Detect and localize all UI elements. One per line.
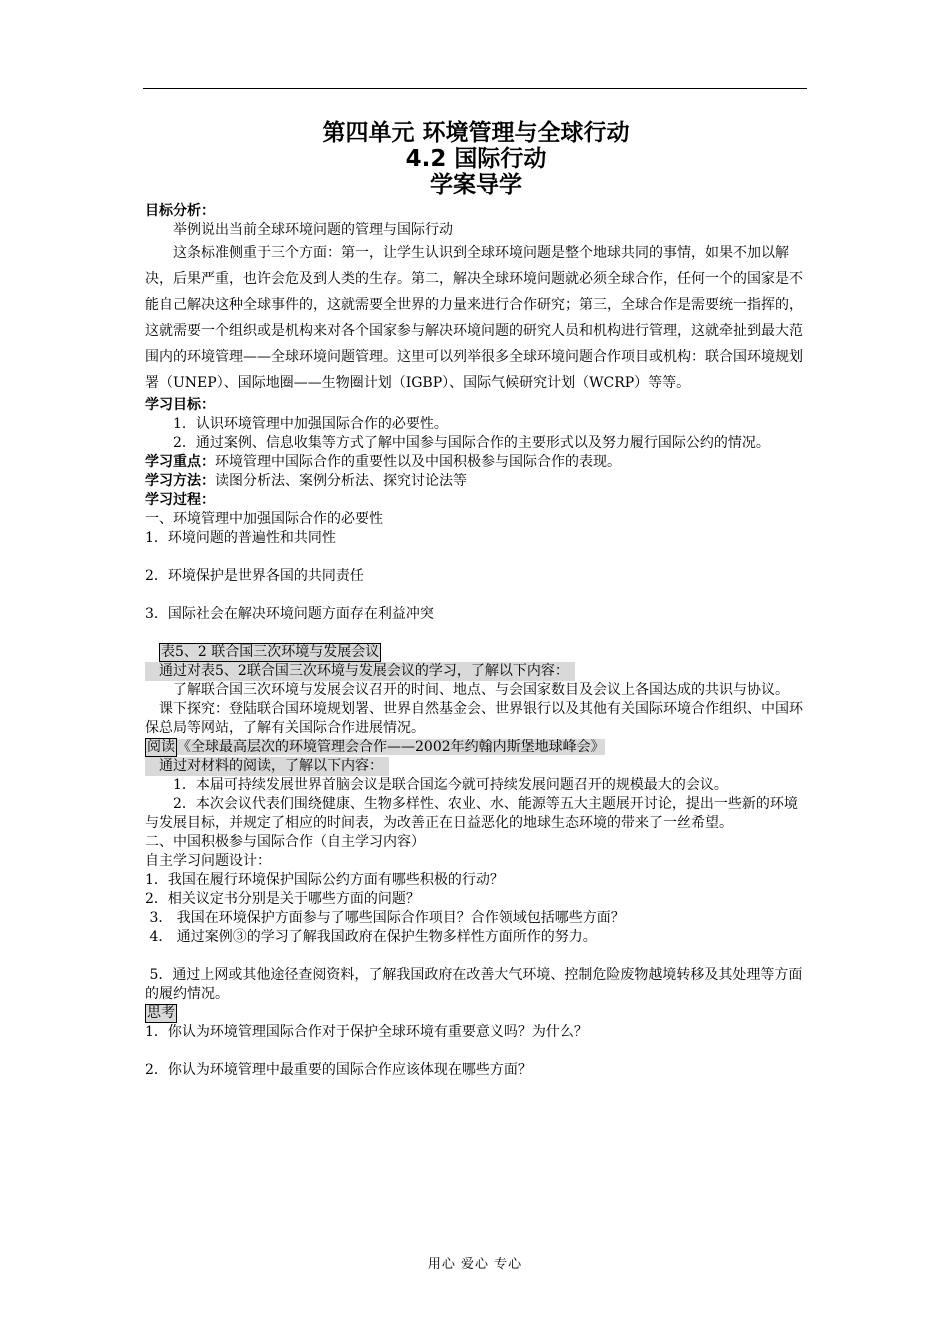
- reading-line: [145, 738, 807, 757]
- section-2-subtitle: 自主学习问题设计：: [145, 853, 271, 869]
- objective-heading: 目标分析：: [145, 203, 215, 219]
- title-guide: 学案导学: [430, 172, 522, 198]
- think-question-2: 2．你认为环境管理中最重要的国际合作应该体现在哪些方面？: [145, 1062, 532, 1078]
- focus-text: 环境管理中国际合作的重要性以及中国积极参与国际合作的表现。: [215, 454, 621, 470]
- question-5: 5．通过上网或其他途径查阅资料，了解我国政府在改善大气环境、控制危险废物越境转移及其处理等方面的履约情况。: [145, 967, 803, 1002]
- think-box: 思考: [147, 1005, 175, 1021]
- page-footer: 用心 爱心 专心: [427, 1257, 523, 1272]
- section-2-title: 二、中国积极参与国际合作（自主学习内容）: [145, 834, 425, 850]
- method-text: 读图分析法、案例分析法、探究讨论法等: [215, 473, 467, 489]
- question-2: 2．相关议定书分别是关于哪些方面的问题？: [145, 891, 420, 907]
- spacer: [145, 1042, 807, 1061]
- method-line: [145, 472, 807, 491]
- question-3: 3． 我国在环境保护方面参与了哪些国际合作项目？合作领域包括哪些方面？: [145, 910, 625, 926]
- goals-heading: 学习目标：: [145, 397, 215, 413]
- reading-item-1: 1．本届可持续发展世界首脑会议是联合国迄今就可持续发展问题召开的规模最大的会议。: [173, 777, 728, 793]
- reading-intro: 通过对材料的阅读，了解以下内容：: [145, 757, 389, 776]
- reading-title: 《全球最高层次的环境管理会合作——2002年约翰内斯堡地球峰会》: [177, 739, 605, 755]
- method-label: 学习方法：: [145, 473, 215, 489]
- document-page: [145, 120, 807, 1080]
- table-paragraph-2: 课下探究：登陆联合国环境规划署、世界自然基金会、世界银行以及其他有关国际环境合作组织、中国环保总局等网站，了解有关国际合作进展情况。: [145, 701, 803, 736]
- spacer: [145, 586, 807, 605]
- think-question-1: 1．你认为环境管理国际合作对于保护全球环境有重要意义吗？为什么？: [145, 1024, 588, 1040]
- focus-label: 学习重点：: [145, 454, 215, 470]
- question-1: 1．我国在履行环境保护国际公约方面有哪些积极的行动？: [145, 872, 504, 888]
- objective-summary: 举例说出当前全球环境问题的管理与国际行动: [173, 222, 453, 238]
- process-heading: 学习过程：: [145, 492, 215, 508]
- title-unit: 第四单元 环境管理与全球行动: [322, 120, 630, 146]
- header-rule: [143, 88, 807, 89]
- table-box: 表5、2 联合国三次环境与发展会议: [161, 644, 380, 660]
- table-paragraph-1: 了解联合国三次环境与发展会议召开的时间、地点、与会国家数目及会议上各国达成的共识与协议。: [173, 682, 789, 698]
- focus-line: [145, 453, 807, 472]
- goal-item-2: 2．通过案例、信息收集等方式了解中国参与国际合作的主要形式以及努力履行国际公约的情况。: [173, 435, 770, 451]
- think-line: [145, 1004, 807, 1023]
- table-box-line: [145, 643, 807, 662]
- reading-intro-line: [145, 757, 807, 776]
- spacer: [145, 947, 807, 966]
- objective-detail: 这条标准侧重于三个方面：第一，让学生认识到全球环境问题是整个地球共同的事情，如果不加以解决，后果严重，也许会危及到人类的生存。第二，解决全球环境问题就必须全球合作，任何一个的国家是不能自己解决这种全球事件的，这就需要全世界的力量来进行合作研究；第三，全球合作是需要统一指挥的，这就需要一个组织或是机构来对各个国家参与解决环境问题的研究人员和机构进行管理，这就牵扯到最大范围内的环境管理——全球环境问题管理。这里可以列举很多全球环境问题合作项目或机构：联合国环境规划署（UNEP）、国际地圈——生物圈计划（IGBP）、国际气候研究计划（WCRP）等等。: [145, 245, 803, 391]
- reading-item-2: 2．本次会议代表们围绕健康、生物多样性、农业、水、能源等五大主题展开讨论，提出一些新的环境与发展目标，并规定了相应的时间表，为改善正在日益恶化的地球生态环境的带来了一丝希望。: [145, 796, 798, 831]
- spacer: [145, 624, 807, 643]
- goal-item-1: 1．认识环境管理中加强国际合作的必要性。: [173, 416, 448, 432]
- title-lesson: 4.2 国际行动: [405, 146, 547, 172]
- table-intro-line: [145, 662, 807, 681]
- table-intro: 通过对表5、2联合国三次环境与发展会议的学习，了解以下内容：: [145, 662, 575, 681]
- section-1-title: 一、环境管理中加强国际合作的必要性: [145, 511, 383, 527]
- section-1-item-3: 3．国际社会在解决环境问题方面存在利益冲突: [145, 606, 434, 622]
- section-1-item-2: 2．环境保护是世界各国的共同责任: [145, 568, 364, 584]
- section-1-item-1: 1．环境问题的普遍性和共同性: [145, 530, 336, 546]
- spacer: [145, 548, 807, 567]
- reading-box: 阅读: [147, 739, 175, 755]
- question-4: 4． 通过案例③的学习了解我国政府在保护生物多样性方面所作的努力。: [145, 929, 597, 945]
